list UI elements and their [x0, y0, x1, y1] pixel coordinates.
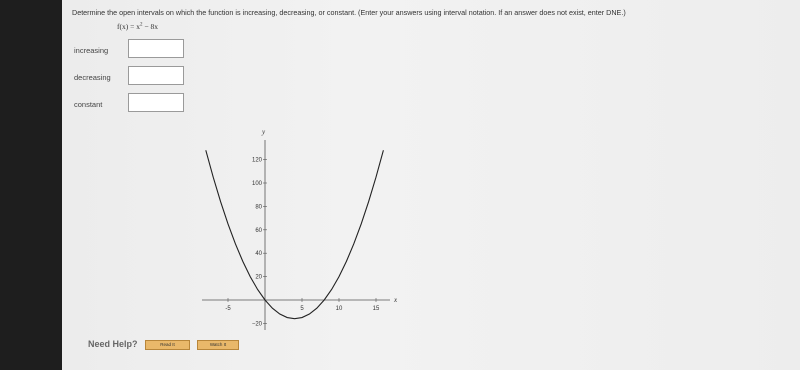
decreasing-input[interactable]: [128, 66, 184, 85]
need-help-label: Need Help?: [88, 339, 138, 349]
constant-label: constant: [74, 100, 103, 109]
y-tick-label: 20: [255, 274, 262, 281]
parabola-curve: [206, 150, 384, 318]
y-tick-label: 100: [251, 181, 262, 187]
y-axis-label: y: [262, 128, 266, 136]
y-tick-label: 40: [255, 251, 262, 258]
read-it-button[interactable]: Read It: [145, 340, 190, 350]
increasing-label: increasing: [74, 46, 109, 55]
x-tick-label: -5: [225, 306, 231, 312]
y-tick-label: 120: [251, 157, 262, 164]
x-tick-label: 15: [372, 306, 380, 312]
question-prompt: Determine the open intervals on which the function is increasing, decreasing, or constant. (Enter your answers using interval notation. If an answer does not exist, enter DNE.): [72, 8, 626, 17]
watch-it-button[interactable]: Watch It: [197, 340, 239, 350]
increasing-input[interactable]: [128, 39, 184, 58]
function-rhs: − 8x: [142, 22, 158, 31]
function-exponent: 2: [139, 22, 143, 28]
constant-input[interactable]: [128, 93, 184, 112]
x-tick-label: 10: [335, 306, 343, 312]
y-tick-label: −20: [251, 321, 262, 328]
function-lhs: f(x) = x: [117, 22, 140, 31]
question-panel: [62, 0, 800, 370]
x-axis-label: x: [394, 296, 398, 304]
y-tick-label: 80: [255, 204, 262, 211]
function-graph: [132, 120, 398, 335]
decreasing-label: decreasing: [74, 73, 111, 82]
x-tick-label: 5: [300, 306, 304, 312]
y-tick-label: 60: [255, 227, 262, 234]
function-expression: [117, 22, 158, 31]
